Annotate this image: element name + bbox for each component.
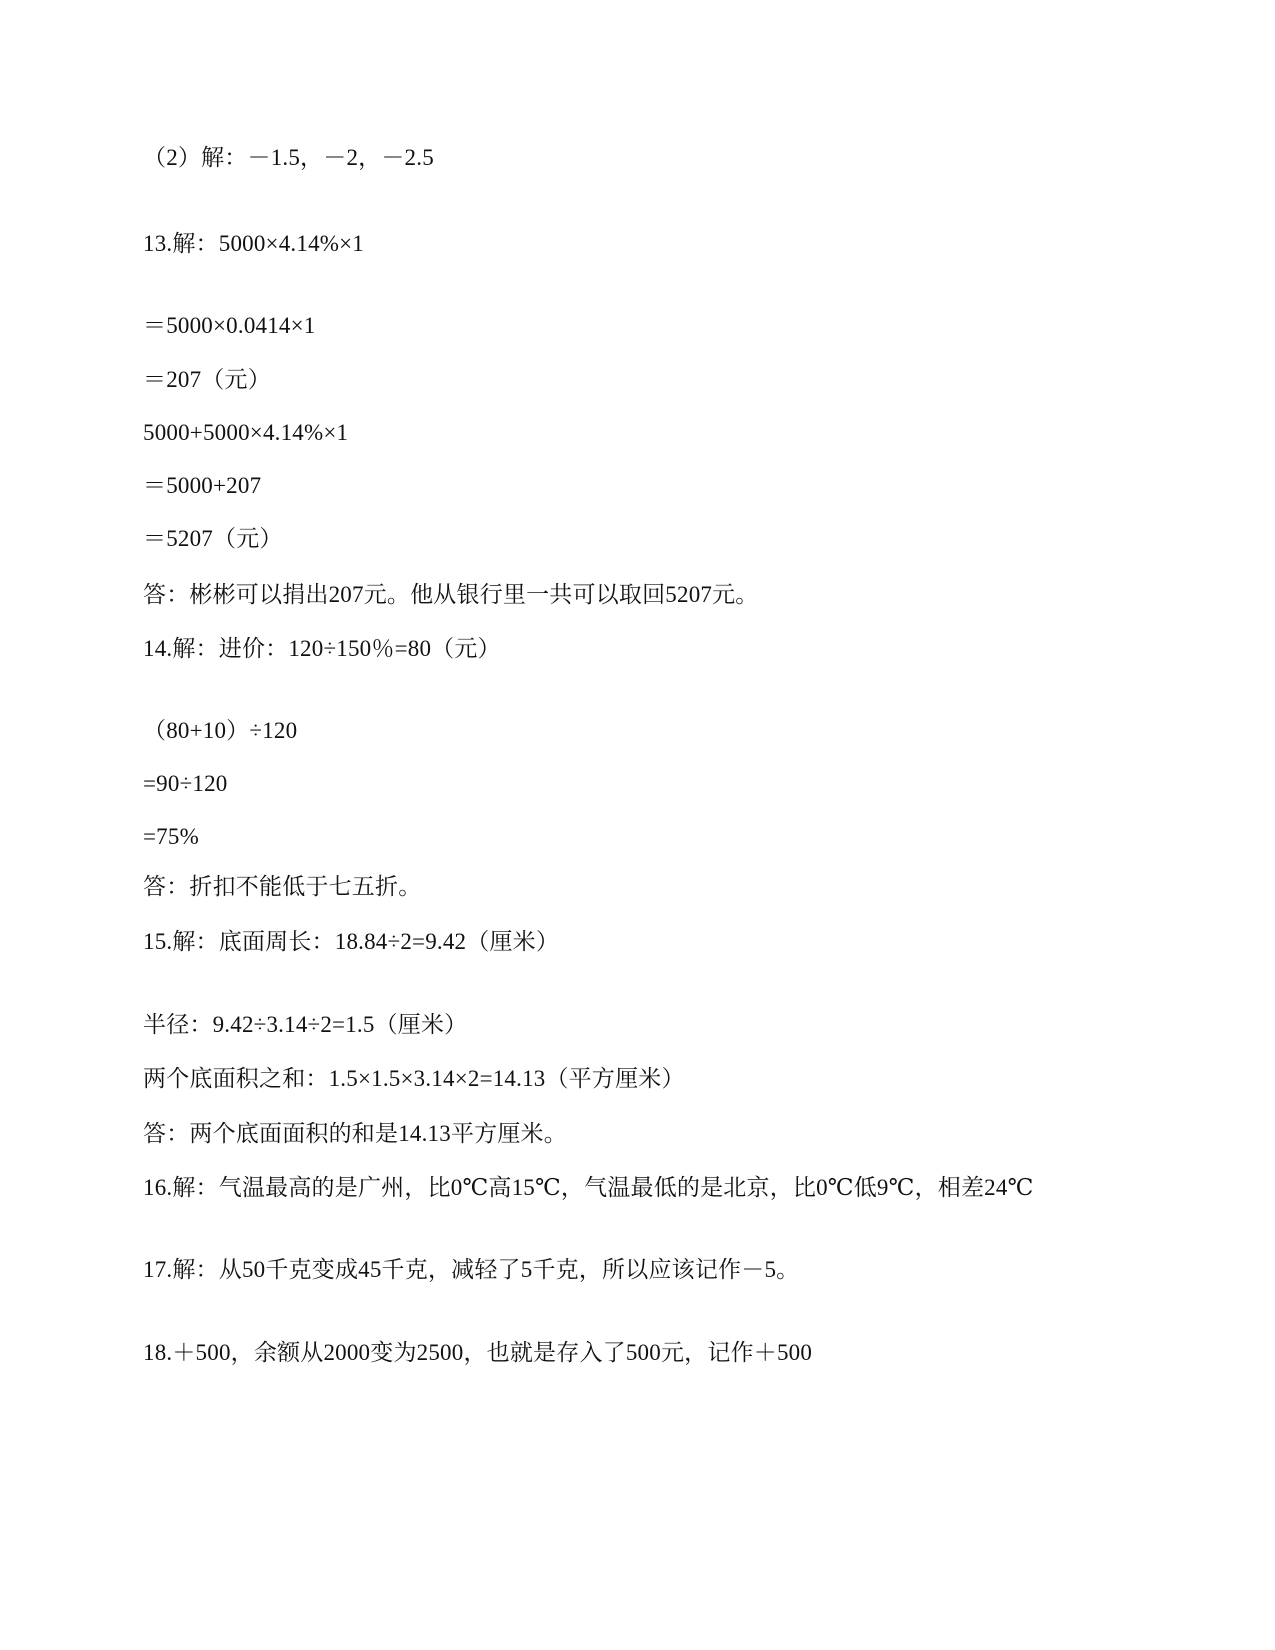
- answer-14-step-2: =90÷120: [143, 771, 228, 796]
- answer-13-step-3: 5000+5000×4.14%×1: [143, 420, 349, 445]
- answer-15-heading: 15.解：底面周长：18.84÷2=9.42（厘米）: [143, 929, 560, 954]
- answer-17: 17.解：从50千克变成45千克，减轻了5千克，所以应该记作－5。: [143, 1257, 800, 1282]
- answer-13-step-4: ＝5000+207: [143, 473, 262, 498]
- answer-13-heading: 13.解：5000×4.14%×1: [143, 231, 365, 256]
- answer-13-step-1: ＝5000×0.0414×1: [143, 313, 316, 338]
- answer-14-step-1: （80+10）÷120: [143, 718, 298, 743]
- answer-14-conclusion: 答：折扣不能低于七五折。: [143, 874, 422, 899]
- answer-12-part-2: （2）解：－1.5，－2，－2.5: [143, 145, 434, 170]
- answer-13-conclusion: 答：彬彬可以捐出207元。他从银行里一共可以取回5207元。: [143, 582, 759, 607]
- answer-15-step-2: 两个底面积之和：1.5×1.5×3.14×2=14.13（平方厘米）: [143, 1066, 685, 1091]
- answer-13-step-2: ＝207（元）: [143, 367, 271, 392]
- answer-14-step-3: =75%: [143, 824, 199, 849]
- answer-16: 16.解：气温最高的是广州，比0℃高15℃，气温最低的是北京，比0℃低9℃，相差24℃: [143, 1175, 1034, 1200]
- answer-15-conclusion: 答：两个底面面积的和是14.13平方厘米。: [143, 1121, 567, 1146]
- answer-15-step-1: 半径：9.42÷3.14÷2=1.5（厘米）: [143, 1012, 468, 1037]
- answer-18: 18.＋500，余额从2000变为2500，也就是存入了500元，记作＋500: [143, 1340, 813, 1365]
- answer-13-step-5: ＝5207（元）: [143, 526, 283, 551]
- answer-14-heading: 14.解：进价：120÷150％=80（元）: [143, 636, 501, 661]
